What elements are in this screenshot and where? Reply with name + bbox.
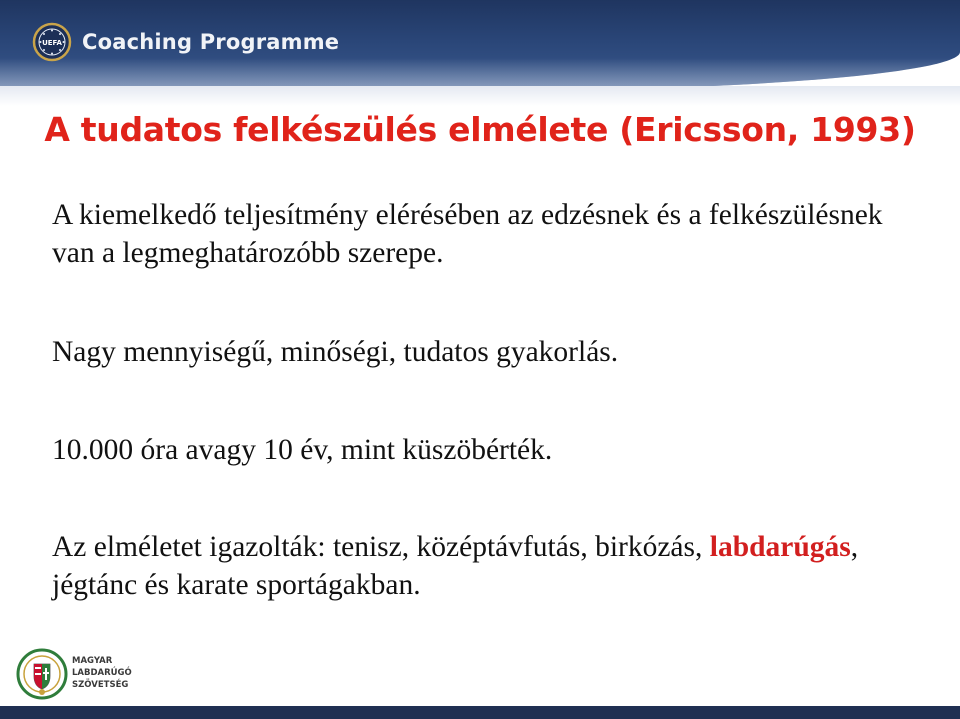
mlsz-text bbox=[72, 655, 132, 691]
uefa-logo-icon bbox=[32, 22, 72, 62]
header-fade bbox=[0, 86, 960, 106]
paragraph-2: Nagy mennyiségű, minőségi, tudatos gyakorlás. bbox=[52, 336, 619, 368]
paragraph-4 bbox=[52, 528, 932, 604]
mlsz-line-2: LABDARÚGÓ bbox=[72, 668, 132, 678]
uefa-logo-text: UEFA bbox=[42, 39, 62, 47]
mlsz-logo-icon bbox=[16, 648, 68, 700]
highlight-word: labdarúgás bbox=[709, 531, 851, 563]
bottom-bar bbox=[0, 706, 960, 719]
paragraph-1: A kiemelkedő teljesítmény elérésében az edzésnek és a felkészülésnek van a legmeghatározóbb szerepe. bbox=[52, 199, 883, 269]
brand-title: Coaching Programme bbox=[82, 30, 340, 54]
paragraph-4-start: Az elméletet igazolták: tenisz, középtávfutás, birkózás, bbox=[52, 531, 710, 563]
paragraph-3: 10.000 óra avagy 10 év, mint küszöbérték. bbox=[52, 434, 553, 466]
paragraph-4-end: , jégtánc és karate sportágakban. bbox=[52, 531, 859, 601]
slide-title: A tudatos felkészülés elmélete (Ericsson, 1993) bbox=[44, 110, 916, 149]
mlsz-line-1: MAGYAR bbox=[72, 656, 113, 666]
mlsz-line-3: SZÖVETSÉG bbox=[72, 680, 129, 690]
